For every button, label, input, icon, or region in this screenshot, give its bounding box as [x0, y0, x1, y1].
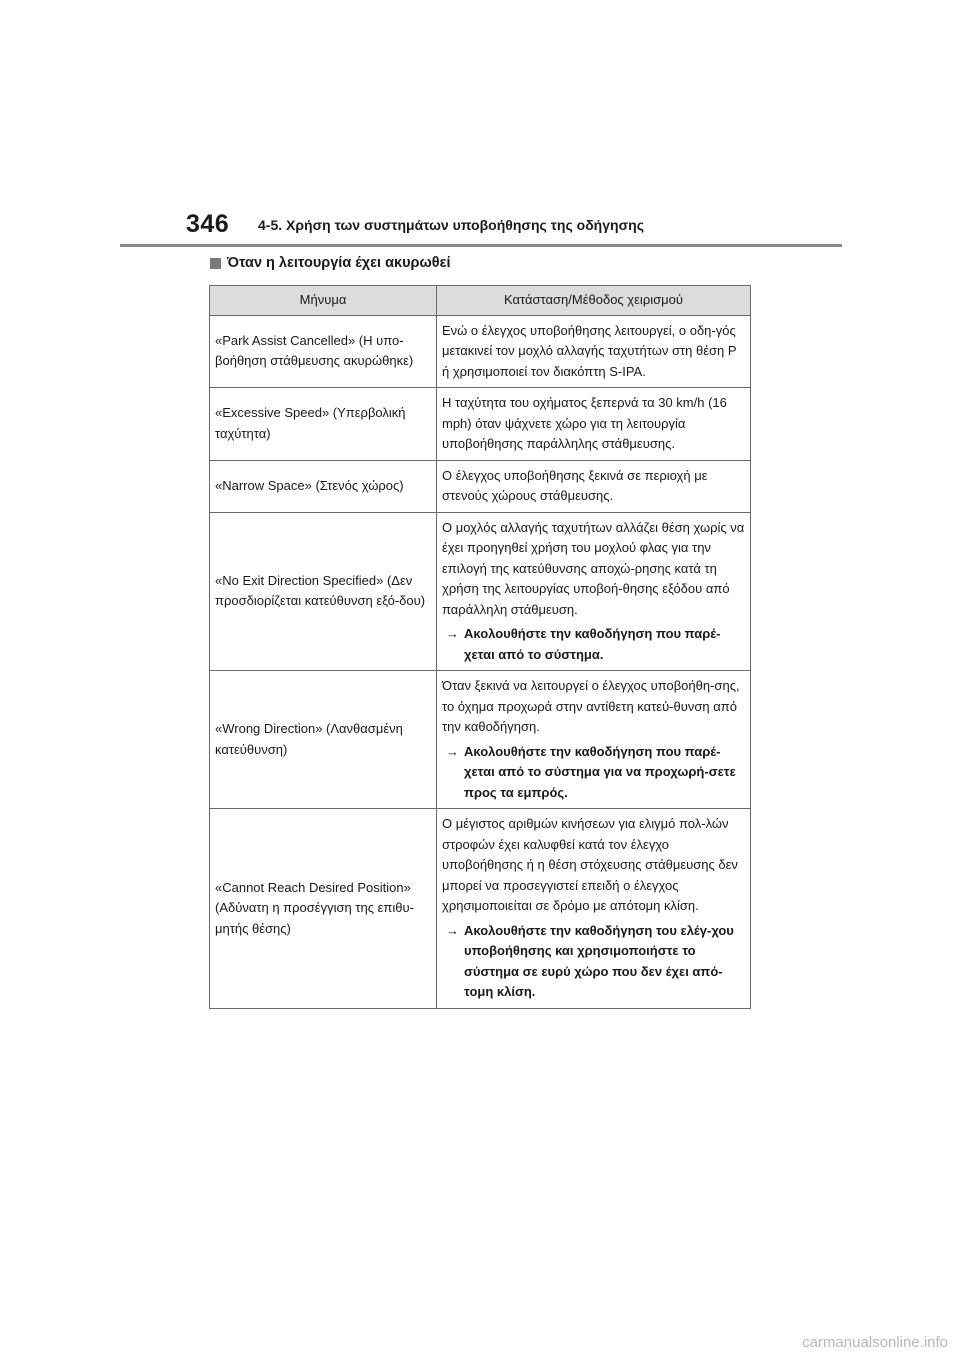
action-instruction [442, 742, 746, 804]
chapter-title: 4-5. Χρήση των συστημάτων υποβοήθησης της οδήγησης [258, 217, 644, 233]
condition-text: Ενώ ο έλεγχος υποβοήθησης λειτουργεί, ο οδη-γός μετακινεί τον μοχλό αλλαγής ταχυτήτων στη θέση P ή χρησιμοποιεί τον διακόπτη S-IPA. [442, 322, 737, 379]
section-heading-text: Όταν η λειτουργία έχει ακυρωθεί [227, 255, 451, 271]
action-instruction [442, 624, 746, 665]
action-text: Ακολουθήστε την καθοδήγηση του ελέγ-χου υποβοήθησης και χρησιμοποιήστε το σύστημα σε ευρύ χώρο που δεν έχει από-τομη κλίση. [464, 922, 734, 999]
header-condition: Κατάσταση/Μέθοδος χειρισμού [437, 286, 751, 316]
condition-cell [437, 809, 751, 1009]
table-row [210, 388, 751, 461]
condition-cell [437, 671, 751, 809]
message-cell: «Wrong Direction» (Λανθασμένη κατεύθυνση) [210, 671, 437, 809]
condition-text: Ο μοχλός αλλαγής ταχυτήτων αλλάζει θέση χωρίς να έχει προηγηθεί χρήση του μοχλού φλας για την επιλογή της κατεύθυνσης αποχώ-ρησης κατά τη χρήση της λειτουργίας υποβοή-θησης εξόδου από παράλληλη στάθμευση. [442, 519, 745, 617]
section-heading [210, 255, 451, 271]
arrow-right-icon: → [446, 743, 459, 759]
table-row [210, 512, 751, 671]
message-cell: «No Exit Direction Specified» (Δεν προσδιορίζεται κατεύθυνση εξό-δου) [210, 512, 437, 671]
message-cell: «Park Assist Cancelled» (Η υπο-βοήθηση στάθμευσης ακυρώθηκε) [210, 315, 437, 388]
condition-text: Η ταχύτητα του οχήματος ξεπερνά τα 30 km/h (16 mph) όταν ψάχνετε χώρο για τη λειτουργία υποβοήθησης παράλληλης στάθμευσης. [442, 395, 727, 451]
header-divider [120, 244, 842, 247]
site-watermark: carmanualsonline.info [802, 1334, 948, 1351]
action-instruction [442, 921, 746, 1003]
condition-cell [437, 460, 751, 512]
condition-cell [437, 315, 751, 388]
condition-cell [437, 512, 751, 671]
table-header-row [210, 286, 751, 316]
arrow-right-icon: → [446, 626, 459, 641]
table-row [210, 809, 751, 1009]
table-row [210, 671, 751, 809]
message-cell: «Cannot Reach Desired Position» (Αδύνατη η προσέγγιση της επιθυ-μητής θέσης) [210, 809, 437, 1009]
condition-text: Ο έλεγχος υποβοήθησης ξεκινά σε περιοχή με στενούς χώρους στάθμευσης. [442, 467, 708, 503]
message-cell: «Excessive Speed» (Υπερβολική ταχύτητα) [210, 388, 437, 461]
condition-text: Όταν ξεκινά να λειτουργεί ο έλεγχος υποβοήθη-σης, το όχημα προχωρά στην αντίθετη κατεύ-θυνση από την καθοδήγηση. [442, 678, 740, 734]
page-number: 346 [186, 210, 230, 238]
action-text: Ακολουθήστε την καθοδήγηση που παρέ-χεται από το σύστημα. [464, 626, 721, 662]
square-bullet-icon [210, 258, 221, 269]
message-cell: «Narrow Space» (Στενός χώρος) [210, 460, 437, 512]
condition-text: Ο μέγιστος αριθμών κινήσεων για ελιγμό πολ-λών στροφών έχει καλυφθεί κατά τον έλεγχο υποβοήθησης ή η θέση στόχευσης στάθμευσης δεν μπορεί να προσεγγιστεί επειδή ο έλεγχος χρησιμοποιείται σε δρόμο με απότομη κλίση. [442, 816, 738, 913]
table-row [210, 460, 751, 512]
messages-table [209, 285, 751, 1009]
condition-cell [437, 388, 751, 461]
arrow-right-icon: → [446, 922, 459, 938]
table-row [210, 315, 751, 388]
header-message: Μήνυμα [210, 286, 437, 316]
action-text: Ακολουθήστε την καθοδήγηση που παρέ-χεται από το σύστημα για να προχωρή-σετε προς τα εμπρός. [464, 743, 736, 800]
